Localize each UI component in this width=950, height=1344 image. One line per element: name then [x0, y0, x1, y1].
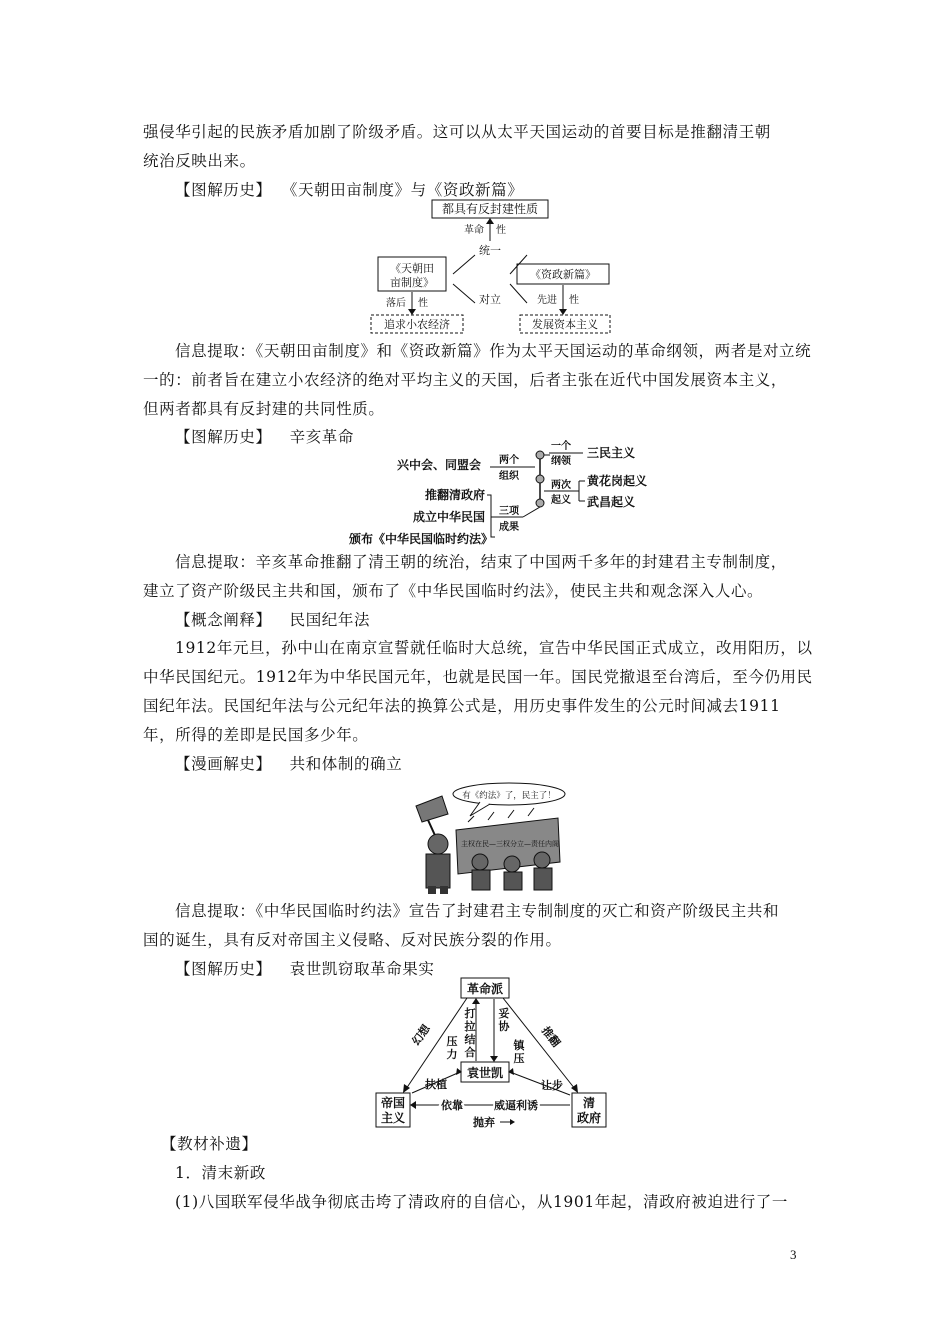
diagram-xinhai-revolution — [345, 437, 665, 547]
two-orgs-line2: 组织 — [499, 471, 519, 482]
arrow-down-icon — [559, 309, 567, 315]
two-uprisings-line2: 起义 — [551, 495, 571, 506]
paragraph-line: 年，所得的差即是民国多少年。 — [143, 726, 369, 744]
node-dot — [536, 451, 544, 459]
heading-title: 共和体制的确立 — [289, 755, 403, 773]
label-advanced: 先进 — [537, 295, 557, 306]
label-nature: 性 — [496, 225, 506, 236]
abandon-label: 抛弃 — [473, 1116, 495, 1129]
overthrow-label: 推翻清政府 — [424, 488, 485, 502]
right-bottom-label: 发展资本主义 — [532, 318, 598, 331]
page-number: 3 — [790, 1247, 797, 1262]
figure-body — [504, 872, 522, 890]
coerce-label: 威逼利诱 — [494, 1099, 538, 1112]
coopt-1: 打 — [464, 1007, 476, 1020]
paragraph-line: 国的诞生，具有反对帝国主义侵略、反对民族分裂的作用。 — [143, 931, 562, 949]
top-box-label: 都具有反封建性质 — [441, 202, 539, 216]
paragraph-line: 建立了资产阶级民主共和国，颁布了《中华民国临时约法》，使民主共和观念深入人心。 — [143, 582, 764, 600]
left-bottom-label: 追求小农经济 — [384, 318, 450, 331]
figure-body — [534, 868, 552, 890]
figure-body — [426, 854, 450, 888]
section-heading — [175, 610, 840, 630]
speech-text: 有《约法》了，民主了！ — [462, 791, 556, 801]
coopt-4: 合 — [464, 1046, 476, 1059]
three-results-line2: 成果 — [499, 522, 519, 533]
diagram-yuan-shikai — [372, 975, 612, 1130]
suppress-2: 压 — [513, 1052, 525, 1065]
heading-tag: 【图解历史】 — [175, 428, 272, 446]
one-program-line1: 一个 — [551, 441, 571, 452]
figure-body — [472, 870, 490, 890]
diagram-tianchao-zizheng — [365, 197, 625, 335]
heading-title: 民国纪年法 — [289, 611, 371, 629]
arrow-down-icon — [408, 309, 416, 315]
label-nature: 性 — [418, 298, 428, 309]
rely-label: 依靠 — [441, 1099, 463, 1112]
wuchang-label: 武昌起义 — [587, 495, 636, 509]
org-label: 兴中会、同盟会 — [397, 458, 482, 472]
heading-tag: 【图解历史】 — [175, 960, 272, 978]
huanghuagang-label: 黄花岗起义 — [587, 474, 648, 488]
figure-head — [504, 856, 520, 872]
label-unity: 统一 — [479, 244, 501, 257]
right-label-line2: 政府 — [576, 1111, 602, 1125]
heading-tag: 【概念阐释】 — [175, 611, 272, 629]
figure-head — [472, 854, 488, 870]
heading-title: 袁世凯窃取革命果实 — [289, 960, 435, 978]
arrow-icon — [510, 1119, 515, 1125]
left-label-line2: 主义 — [380, 1111, 406, 1125]
list-item: 1．清末新政 — [175, 1164, 266, 1182]
fantasy-label: 幻想 — [409, 1022, 433, 1048]
paragraph-line: 信息提取：《中华民国临时约法》宣告了封建君主专制制度的灭亡和资产阶级民主共和 — [175, 902, 780, 920]
arrow-icon — [472, 998, 480, 1004]
paragraph-line: 但两者都具有反封建的共同性质。 — [143, 400, 385, 418]
heading-tag: 【图解历史】 — [175, 181, 272, 199]
heading-tag: 【漫画解史】 — [175, 755, 272, 773]
banner-text: 主权在民—三权分立—责任内阁 — [461, 840, 559, 848]
heading-title: 辛亥革命 — [289, 428, 355, 446]
arrow-icon — [490, 1056, 498, 1062]
node-dot — [536, 499, 544, 507]
compromise-2: 协 — [498, 1020, 510, 1033]
center-label: 袁世凯 — [466, 1066, 504, 1080]
label-nature: 性 — [569, 295, 579, 306]
three-results-line1: 三项 — [499, 506, 519, 517]
paragraph-line: 中华民国纪元。1912年为中华民国元年，也就是民国一年。国民党撤退至台湾后，至今仍用民 — [143, 668, 813, 686]
overthrow-label: 推翻 — [538, 1024, 563, 1050]
left-box-line1: 《天朝田 — [390, 262, 434, 275]
label-opposition: 对立 — [479, 293, 501, 306]
arrow-up-icon — [486, 218, 494, 224]
paragraph-line: 一的：前者旨在建立小农经济的绝对平均主义的天国，后者主张在近代中国发展资本主义， — [143, 371, 788, 389]
right-box-label: 《资政新篇》 — [530, 268, 596, 281]
two-orgs-line1: 两个 — [499, 455, 519, 466]
node-dot — [536, 475, 544, 483]
suppress-1: 镇 — [513, 1039, 525, 1052]
paragraph-line: 国纪年法。民国纪年法与公元纪年法的换算公式是，用历史事件发生的公元时间减去1911 — [143, 697, 781, 715]
label-backward: 落后 — [386, 298, 406, 309]
arrow-icon — [410, 1101, 416, 1109]
coopt-2: 拉 — [464, 1020, 476, 1033]
support-label: 扶植 — [425, 1078, 447, 1091]
heading-title: 《天朝田亩制度》与《资政新篇》 — [289, 181, 524, 199]
section-heading: 【教材补遗】 — [161, 1135, 258, 1153]
figure-head — [534, 852, 550, 868]
left-box-line2: 亩制度》 — [390, 276, 434, 289]
right-label-line1: 清 — [582, 1096, 596, 1110]
promulgate-label: 颁布《中华民国临时约法》 — [348, 532, 493, 546]
paragraph-line: (1)八国联军侵华战争彻底击垮了清政府的自信心，从1901年起，清政府被迫进行了一 — [175, 1193, 789, 1211]
one-program-line2: 纲领 — [551, 456, 571, 467]
paragraph-line: 信息提取：辛亥革命推翻了清王朝的统治，结束了中国两千多年的封建君主专制制度， — [175, 553, 787, 571]
paragraph-line: 1912年元旦，孙中山在南京宣誓就任临时大总统，宣告中华民国正式成立，改用阳历，以 — [175, 639, 813, 657]
top-label: 革命派 — [466, 982, 504, 996]
placard — [416, 796, 448, 822]
section-heading — [175, 754, 840, 774]
paragraph-line: 统治反映出来。 — [143, 152, 256, 170]
left-label-line1: 帝国 — [380, 1096, 406, 1110]
label-revolution: 革命 — [464, 225, 484, 236]
pressure-2: 力 — [446, 1048, 458, 1061]
found-label: 成立中华民国 — [412, 510, 485, 524]
figure-head — [428, 834, 448, 854]
pressure-1: 压 — [446, 1035, 458, 1048]
paragraph-line: 信息提取：《天朝田亩制度》和《资政新篇》作为太平天国运动的革命纲领，两者是对立统 — [175, 342, 812, 360]
compromise-1: 妥 — [498, 1007, 510, 1020]
concede-label: 让步 — [541, 1079, 563, 1092]
cartoon-republic-illustration — [408, 782, 566, 895]
paragraph-line: 强侵华引起的民族矛盾加剧了阶级矛盾。这可以从太平天国运动的首要目标是推翻清王朝 — [143, 123, 771, 141]
two-uprisings-line1: 两次 — [551, 480, 571, 491]
coopt-3: 结 — [464, 1033, 476, 1046]
sanmin-label: 三民主义 — [587, 446, 636, 460]
